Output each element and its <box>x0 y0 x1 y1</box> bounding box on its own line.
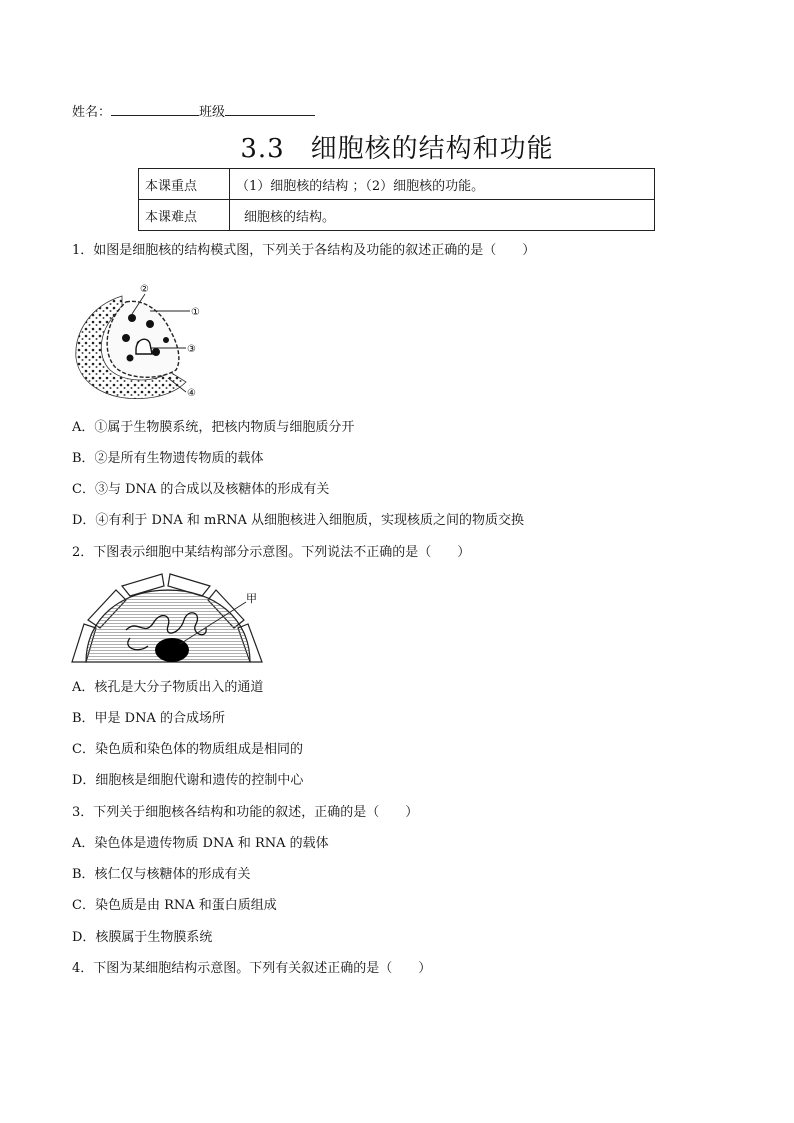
name-blank[interactable] <box>111 115 199 116</box>
key-points-table <box>138 168 655 231</box>
key-value: （1）细胞核的结构 ；（2）细胞核的功能。 <box>230 169 655 200</box>
figure-label-4: ④ <box>187 388 196 399</box>
difficulty-label: 本课难点 <box>139 200 230 231</box>
figure-label-1: ① <box>191 307 200 318</box>
question-3-option-c[interactable]: C．染色质是由 RNA 和蛋白质组成 <box>72 898 277 913</box>
name-label: 姓名： <box>72 105 112 120</box>
question-3-option-d[interactable]: D．核膜属于生物膜系统 <box>72 930 213 945</box>
student-info-line <box>72 101 315 120</box>
question-2-option-d[interactable]: D．细胞核是细胞代谢和遗传的控制中心 <box>72 773 304 788</box>
figure-label-2: ② <box>140 284 149 295</box>
question-2-option-a[interactable]: A．核孔是大分子物质出入的通道 <box>72 680 264 695</box>
question-3-option-a[interactable]: A．染色体是遗传物质 DNA 和 RNA 的载体 <box>72 836 329 851</box>
section-number: 3.3 <box>240 134 285 164</box>
table-row <box>139 200 655 231</box>
page-title <box>0 128 794 165</box>
nucleus-structure-figure <box>70 278 210 406</box>
class-label: 班级 <box>199 105 226 120</box>
question-1-option-a[interactable]: A．①属于生物膜系统，把核内物质与细胞质分开 <box>72 420 355 435</box>
class-blank[interactable] <box>225 115 315 116</box>
nucleolus <box>136 339 152 354</box>
question-3-option-b[interactable]: B．核仁仅与核糖体的形成有关 <box>72 867 251 882</box>
question-1-option-b[interactable]: B．②是所有生物遗传物质的载体 <box>72 451 264 466</box>
section-title: 细胞核的结构和功能 <box>310 134 554 164</box>
question-4-stem: 4．下图为某细胞结构示意图。下列有关叙述正确的是（ ） <box>72 961 432 976</box>
figure-label-3: ③ <box>187 344 196 355</box>
key-label: 本课重点 <box>139 169 230 200</box>
question-2-option-c[interactable]: C．染色质和染色体的物质组成是相同的 <box>72 742 303 757</box>
question-1-stem: 1．如图是细胞核的结构模式图，下列关于各结构及功能的叙述正确的是（ ） <box>72 243 536 258</box>
question-2-option-b[interactable]: B．甲是 DNA 的合成场所 <box>72 711 226 726</box>
table-row <box>139 169 655 200</box>
nuclear-section-figure <box>68 568 278 668</box>
difficulty-value: 细胞核的结构。 <box>230 200 655 231</box>
question-3-stem: 3．下列关于细胞核各结构和功能的叙述，正确的是（ ） <box>72 805 419 820</box>
figure-label-jia: 甲 <box>246 592 257 605</box>
question-1-option-d[interactable]: D．④有利于 DNA 和 mRNA 从细胞核进入细胞质，实现核质之间的物质交换 <box>72 513 525 528</box>
question-1-option-c[interactable]: C．③与 DNA 的合成以及核糖体的形成有关 <box>72 482 330 497</box>
question-2-stem: 2．下图表示细胞中某结构部分示意图。下列说法不正确的是（ ） <box>72 545 471 560</box>
